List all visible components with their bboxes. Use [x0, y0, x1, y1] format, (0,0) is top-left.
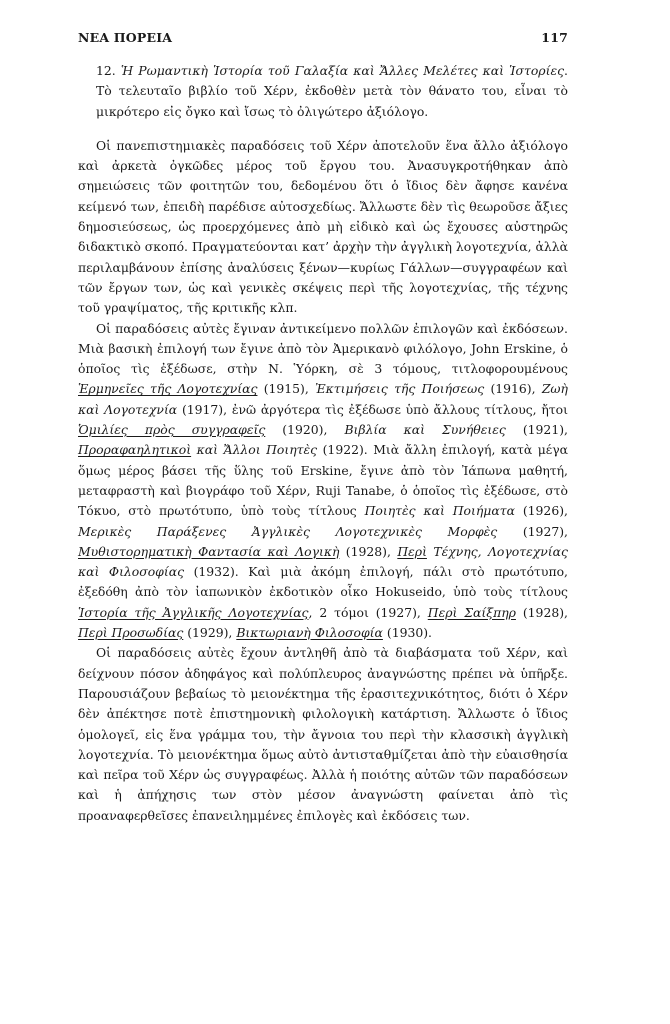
text-run: (1926),	[514, 503, 568, 519]
text-run: (1916),	[484, 381, 542, 397]
text-run: (1920),	[265, 422, 345, 438]
book-title: Περὶ Σαίξπηρ	[427, 604, 516, 620]
text-run: (1932). Καὶ μιὰ ἀκόμη ἐπιλογή, πάλι στὸ πρωτότυπο, ἐξεδόθη ἀπὸ τὸν ἰαπωνικὸν ἐκδοτικὸν οἶκο Hokuseido, ὑπὸ τοὺς τίτλους	[78, 564, 568, 600]
text-run: , 2 τόμοι (1927),	[308, 604, 428, 620]
book-title: Ποιητὲς καὶ Ποιήματα	[364, 503, 515, 519]
text-run: (1928),	[339, 543, 398, 559]
book-title: Περὶ	[397, 543, 427, 559]
book-page	[78, 30, 568, 826]
book-title: Περὶ Προσωδίας	[78, 625, 184, 641]
text-run: (1917), ἐνῶ ἀργότερα τὶς ἐξέδωσε ὑπὸ ἄλλους τίτλους, ἤτοι	[177, 401, 568, 417]
text-run: . Τὸ τελευταῖο βιβλίο τοῦ Χέρν, ἐκδοθὲν μετὰ τὸν θάνατο του, εἶναι τὸ μικρότερο εἰς ὄγκο καὶ ἴσως τὸ ὀλιγώτερο ἀξιόλογο.	[96, 63, 568, 119]
text-run: (1928),	[515, 604, 568, 620]
book-title: Ὁμιλίες πρὸς συγγραφεῖς	[78, 422, 266, 438]
book-title: Ἑρμηνεῖες τῆς Λογοτεχνίας	[78, 381, 258, 397]
book-title: Βικτωριανὴ Φιλοσοφία	[236, 625, 383, 641]
book-title: Ἐκτιμήσεις τῆς Ποιήσεως	[315, 381, 485, 397]
text-run: Οἱ πανεπιστημιακὲς παραδόσεις τοῦ Χέρν ἀποτελοῦν ἕνα ἄλλο ἀξιόλογο καὶ ἀρκετὰ ὀγκῶδες μέρος τοῦ ἔργου του. Ἀνασυγκροτήθηκαν ἀπὸ σημειώσεις τῶν φοιτητῶν του, δεδομένου ὅτι ὁ ἴδιος δὲν ἄφησε κανένα κείμενό των, ἐπειδὴ παρέδισε αὐτοσχεδίως. Ἄλλωστε δὲν τὶς θεωροῦσε ἄξιες δημοσιεύσεως, ὡς προερχόμενες ἀπὸ μὴ εἰδικὸ καὶ ὡς ἔχουσες αὐστηρῶς διδακτικὸ σκοπό. Πραγματεύονται κατ’ ἀρχὴν τὴν ἀγγλικὴ λογοτεχνία, ἀλλὰ περιλαμβάνουν ἐπίσης ἀναλύσεις ξένων—κυρίως Γάλλων—συγγραφέων καὶ τῶν ἔργων των, ὡς καὶ γενικὲς σκέψεις περὶ τῆς λογοτεχνίας, τῆς τέχνης τοῦ γραψίματος, τῆς κριτικῆς κλπ.	[78, 137, 568, 316]
book-title: Ἱστορία τῆς Ἀγγλικῆς Λογοτεχνίας	[78, 604, 309, 620]
book-title: Τέχνης, Λογοτεχνίας καὶ Φιλοσοφίας	[78, 543, 568, 580]
book-title: Μερικὲς Παράξενες Ἀγγλικὲς Λογοτεχνικὲς Μορφὲς	[78, 523, 498, 539]
running-header	[78, 30, 568, 45]
text-run: (1921),	[505, 422, 568, 438]
text-run: (1915),	[257, 381, 316, 397]
book-title: Ζωὴ καὶ Λογοτεχνία	[78, 381, 568, 417]
text-run: Οἱ παραδόσεις αὐτὲς ἔχουν ἀντληθῆ ἀπὸ τὰ διαβάσματα τοῦ Χέρν, καὶ δείχνουν πόσον ἀδηφάγος καὶ πολύπλευρος ἀναγνώστης πρέπει νὰ ὑπῆρξε. Παρουσιάζουν βεβαίως τὸ μειονέκτημα τῆς ἐρασιτεχνικότητος, διότι ὁ Χέρν δὲν ἀπέκτησε ποτὲ ἐπιστημονικὴ φιλολογικὴ κατάρτιση. Ἄλλωστε ὁ ἴδιος ὁμολογεῖ, εἰς ἕνα γράμμα του, τὴν ἄγνοια του περὶ τὴν κλασσικὴ ἀγγλικὴ λογοτεχνία. Τὸ μειονέκτημα ὅμως αὐτὸ ἀντισταθμίζεται ἀπὸ τὴν εὐαισθησία καὶ πεῖρα τοῦ Χέρν ὡς συγγραφέως. Ἀλλὰ ἡ ποιότης αὐτῶν τῶν παραδόσεων καὶ ἡ ἀπήχησις των στὸν μέσον ἀναγνώστη φαίνεται ἀπὸ τὶς προαναφερθεῖσες ἐπανειλημμένες ἐπιλογὲς καὶ ἐκδόσεις των.	[78, 645, 568, 823]
paragraph	[78, 319, 568, 644]
body-text	[78, 61, 568, 826]
book-title: Προραφαηλητικοὶ	[78, 442, 192, 458]
text-run: 12.	[96, 63, 121, 78]
text-run: Οἱ παραδόσεις αὐτὲς ἔγιναν ἀντικείμενο πολλῶν ἐπιλογῶν καὶ ἐκδόσεων. Μιὰ βασικὴ ἐπιλογή των ἔγινε ἀπὸ τὸν Ἀμερικανὸ φιλόλογο, John Erskine, ὁ ὁποῖος τὶς ἐξέδωσε, στὴν Ν. Ὑόρκη, σὲ 3 τόμους, τιτλοφορουμένους	[78, 320, 568, 377]
paragraph-gap	[78, 122, 568, 136]
text-run: (1930).	[382, 625, 433, 641]
paragraph	[78, 136, 568, 319]
paragraph	[78, 643, 568, 826]
text-run: (1922). Μιὰ ἄλλη ἐπιλογή, κατὰ μέγα ὅμως μέρος βάσει τῆς ὕλης τοῦ Erskine, ἔγινε ἀπὸ τὸν Ἰάπωνα μαθητή, μεταφραστὴ καὶ βιογράφο τοῦ Χέρν, Ruji Tanabe, ὁ ὁποῖος τὶς ἐξέδωσε, στὸ Τόκυο, στὸ πρωτότυπο, ὑπὸ τοὺς τίτλους	[78, 442, 568, 519]
text-run: (1929),	[183, 625, 237, 641]
footnote-item	[78, 61, 568, 122]
page-number: 117	[541, 30, 568, 45]
text-run: (1927),	[497, 523, 568, 539]
book-title: Ἡ Ρωμαντικὴ Ἱστορία τοῦ Γαλαξία καὶ Ἄλλες Μελέτες καὶ Ἱστορίες	[120, 63, 565, 78]
book-title: Μυθιστορηματικὴ Φαντασία καὶ Λογικὴ	[78, 543, 340, 559]
book-title: καὶ Ἄλλοι Ποιητὲς	[196, 442, 318, 458]
running-title: ΝΕΑ ΠΟΡΕΙΑ	[78, 30, 173, 45]
book-title: Βιβλία καὶ Συνήθειες	[344, 422, 506, 438]
